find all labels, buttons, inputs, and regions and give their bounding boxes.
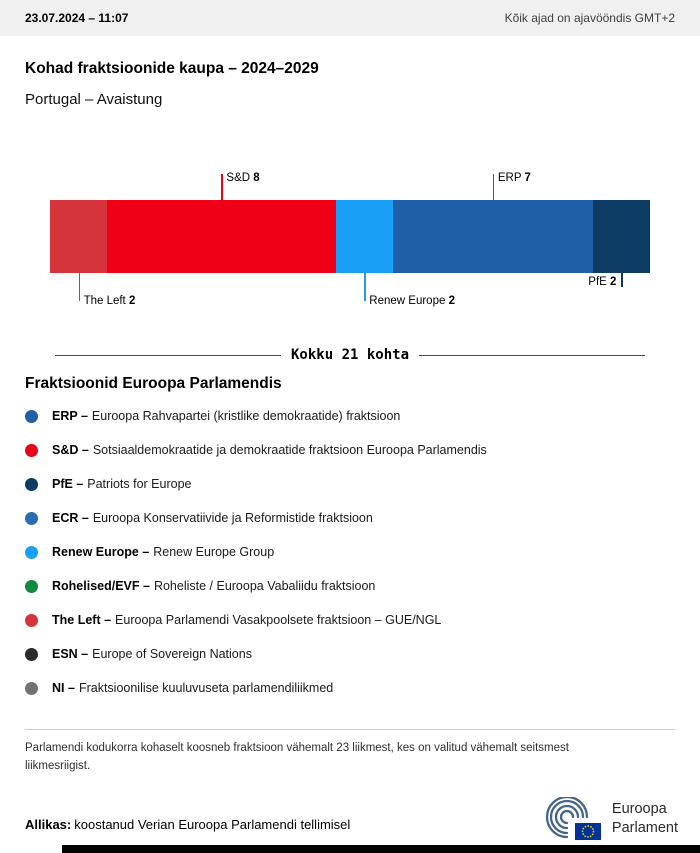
ep-logo — [541, 797, 678, 841]
group-abbr: NI – — [52, 681, 75, 695]
group-color-dot — [25, 444, 38, 457]
seats-chart — [50, 172, 650, 305]
label-text: Renew Europe 2 — [369, 295, 455, 307]
ep-logo-line2: Parlament — [611, 820, 678, 836]
divider — [25, 729, 675, 730]
label-text: The Left 2 — [83, 295, 136, 307]
legend-text — [52, 681, 333, 695]
page-title: Kohad fraktsioonide kaupa – 2024–2029 — [25, 60, 319, 77]
label-text: ERP 7 — [497, 172, 531, 184]
legend-item — [25, 467, 675, 501]
group-abbr: ECR – — [52, 511, 89, 525]
legend-title: Fraktsioonid Euroopa Parlamendis — [25, 375, 282, 392]
seats-bar — [50, 200, 650, 273]
group-color-dot — [25, 648, 38, 661]
ep-logo-line1: Euroopa — [611, 801, 667, 818]
page-subtitle: Portugal – Avaistung — [25, 91, 163, 108]
group-abbr: PfE – — [52, 477, 84, 491]
group-description: Sotsiaaldemokraatide ja demokraatide fraktsioon Euroopa Parlamendis — [92, 443, 487, 457]
total-rule-left — [55, 355, 281, 356]
timezone-note: Kõik ajad on ajavööndis GMT+2 — [504, 11, 675, 25]
legend-text — [52, 647, 252, 661]
group-description: Patriots for Europe — [87, 477, 192, 491]
legend-text — [52, 511, 373, 525]
legend-item — [25, 637, 675, 671]
group-description: Fraktsioonilise kuuluvuseta parlamendiliikmed — [78, 681, 334, 695]
group-description: Renew Europe Group — [153, 545, 275, 559]
label-tick — [364, 273, 366, 301]
group-color-dot — [25, 580, 38, 593]
source-line — [25, 817, 350, 832]
bar-segment-renew-europe — [336, 200, 393, 273]
group-description: Euroopa Konservatiivide ja Reformistide fraktsioon — [92, 511, 373, 525]
total-rule-right — [419, 355, 645, 356]
datetime-label: 23.07.2024 – 11:07 — [25, 11, 129, 25]
source-text: koostanud Verian Euroopa Parlamendi tellimisel — [74, 817, 351, 832]
group-abbr: ERP – — [52, 409, 88, 423]
group-color-dot — [25, 512, 38, 525]
label-text: S&D 8 — [226, 172, 260, 184]
bar-segment-the-left — [50, 200, 107, 273]
label-text: PfE 2 — [588, 276, 617, 288]
ep-hemicycle-icon — [541, 797, 603, 841]
legend-item — [25, 535, 675, 569]
footnote: Parlamendi kodukorra kohaselt koosneb fraktsioon vähemalt 23 liikmest, kes on valitud vähemalt seitsmest liikmesriigist. — [25, 742, 569, 772]
legend-item — [25, 433, 675, 467]
top-bar — [0, 0, 700, 36]
group-color-dot — [25, 478, 38, 491]
label-tick — [221, 174, 223, 200]
bar-segment-pfe — [593, 200, 650, 273]
group-color-dot — [25, 410, 38, 423]
legend-text — [52, 613, 441, 627]
label-tick — [621, 273, 623, 287]
legend-text — [52, 579, 375, 593]
legend-item — [25, 569, 675, 603]
bar-segment-s-d — [107, 200, 336, 273]
group-color-dot — [25, 614, 38, 627]
source-label: Allikas: — [25, 817, 72, 832]
legend-text — [52, 409, 400, 423]
legend-item — [25, 603, 675, 637]
ep-logo-text — [612, 800, 678, 838]
footer — [25, 797, 678, 841]
bar-segment-erp — [393, 200, 593, 273]
group-abbr: The Left – — [52, 613, 112, 627]
group-description: Europe of Sovereign Nations — [92, 647, 252, 661]
legend-item — [25, 501, 675, 535]
legend-item — [25, 671, 675, 705]
bottom-bar — [62, 845, 700, 853]
label-tick — [493, 174, 495, 200]
group-color-dot — [25, 546, 38, 559]
legend-text — [52, 443, 487, 457]
group-abbr: ESN – — [52, 647, 89, 661]
group-abbr: S&D – — [52, 443, 89, 457]
group-description: Euroopa Rahvapartei (kristlike demokraatide) fraktsioon — [91, 409, 401, 423]
total-seats-label: Kokku 21 kohta — [291, 347, 410, 363]
group-abbr: Rohelised/EVF – — [52, 579, 150, 593]
legend-list — [25, 399, 675, 705]
group-abbr: Renew Europe – — [52, 545, 150, 559]
legend-text — [52, 477, 191, 491]
group-color-dot — [25, 682, 38, 695]
total-row — [55, 347, 645, 363]
legend-text — [52, 545, 274, 559]
group-description: Euroopa Parlamendi Vasakpoolsete fraktsioon – GUE/NGL — [115, 613, 442, 627]
eu-flag-icon — [575, 823, 601, 840]
label-tick — [79, 273, 81, 301]
group-description: Roheliste / Euroopa Vabaliidu fraktsioon — [153, 579, 376, 593]
legend-item — [25, 399, 675, 433]
